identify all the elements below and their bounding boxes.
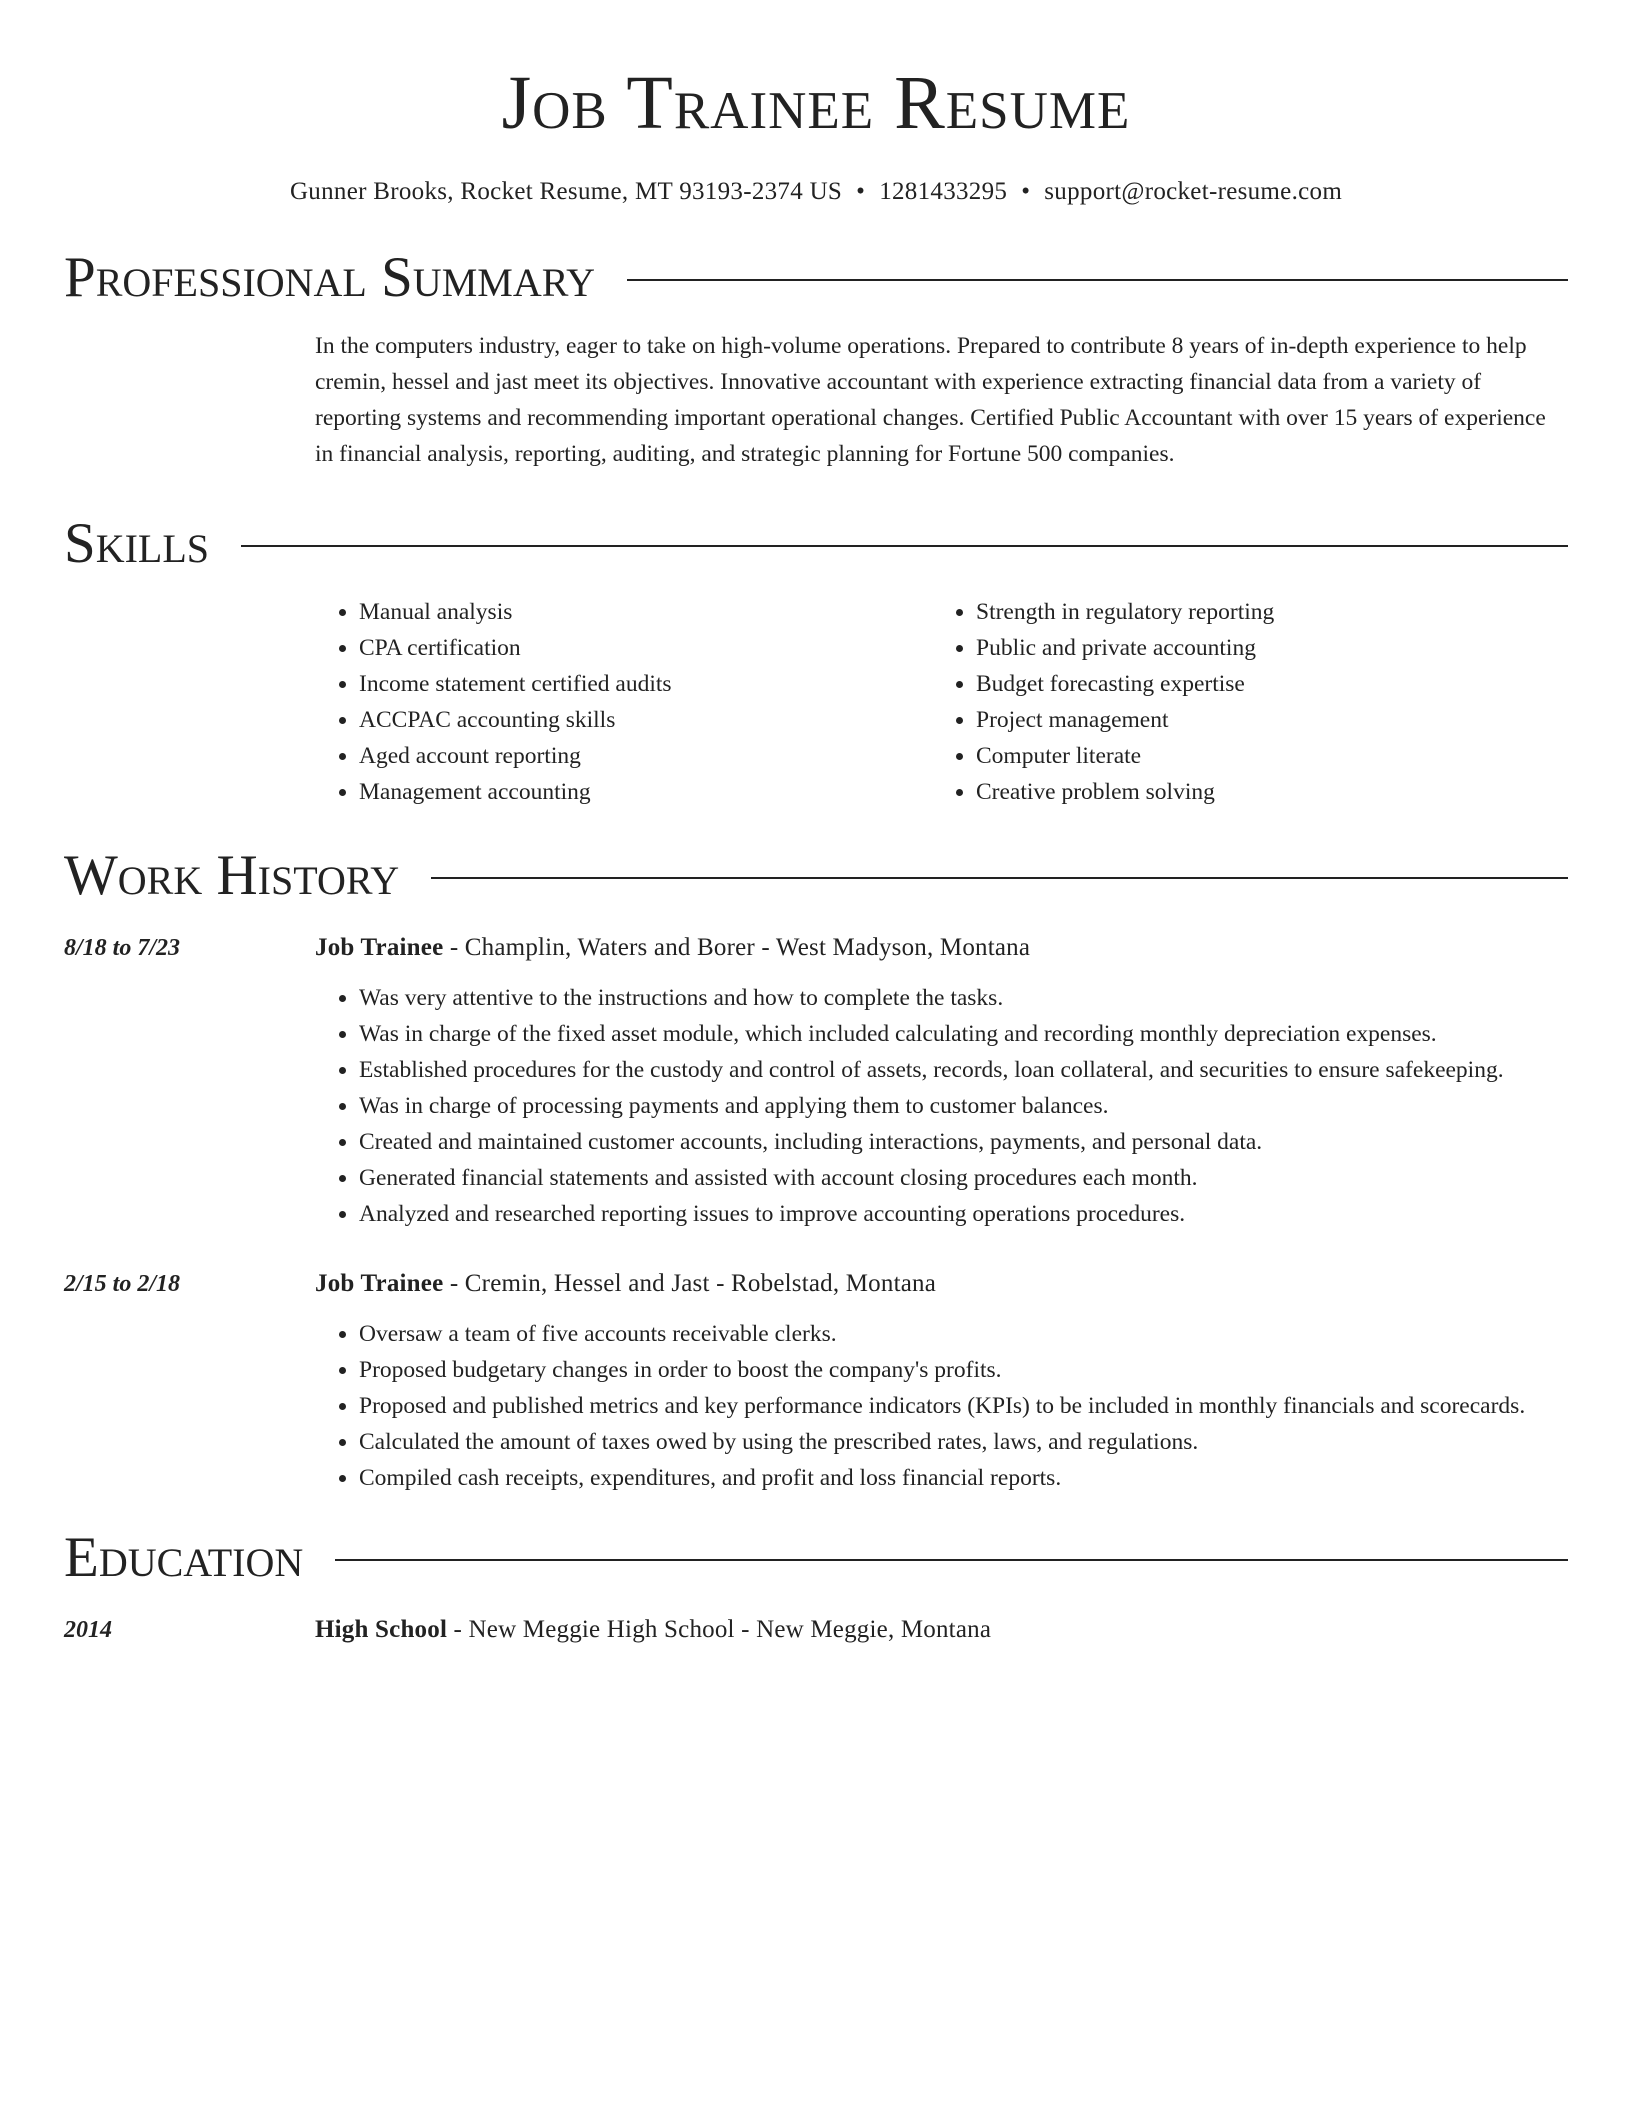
job-heading xyxy=(315,1266,1568,1302)
summary-section-header xyxy=(64,246,1568,310)
job-content xyxy=(315,930,1568,1232)
skill-item: • Public and private accounting xyxy=(976,630,1549,666)
job-bullet: • Proposed and published metrics and key performance indicators (KPIs) to be included in monthly financials and scorecards. xyxy=(359,1388,1568,1424)
skill-item: • Creative problem solving xyxy=(976,774,1549,810)
education-degree: High School xyxy=(315,1616,448,1643)
job-bullet: • Calculated the amount of taxes owed by using the prescribed rates, laws, and regulations. xyxy=(359,1424,1568,1460)
job-bullet: • Was in charge of processing payments and applying them to customer balances. xyxy=(359,1088,1568,1124)
job-bullet: • Was in charge of the fixed asset module, which included calculating and recording monthly depreciation expenses. xyxy=(359,1016,1568,1052)
summary-heading: Professional Summary xyxy=(64,246,596,309)
job-details: - Champlin, Waters and Borer - West Madyson, Montana xyxy=(443,934,1031,961)
skill-item: • ACCPAC accounting skills xyxy=(359,702,932,738)
skill-item: • Manual analysis xyxy=(359,594,932,630)
contact-address: Gunner Brooks, Rocket Resume, MT 93193-2374 US xyxy=(289,178,843,205)
education-year: 2014 xyxy=(64,1617,112,1643)
job-entry xyxy=(64,1266,1568,1496)
contact-line xyxy=(64,178,1568,206)
job-bullet: • Analyzed and researched reporting issues to improve accounting operations procedures. xyxy=(359,1196,1568,1232)
contact-email: support@rocket-resume.com xyxy=(1044,178,1343,205)
skills-column-right xyxy=(932,594,1549,810)
skill-item: • Budget forecasting expertise xyxy=(976,666,1549,702)
skill-item: • Aged account reporting xyxy=(359,738,932,774)
resume-title: Job Trainee Resume xyxy=(501,61,1131,145)
skill-item: • Management accounting xyxy=(359,774,932,810)
job-bullet: • Generated financial statements and assisted with account closing procedures each month. xyxy=(359,1160,1568,1196)
job-content xyxy=(315,1266,1568,1496)
section-divider xyxy=(335,1559,1568,1561)
contact-separator: • xyxy=(1021,178,1031,205)
job-dates: 2/15 to 2/18 xyxy=(64,1271,181,1297)
job-entry xyxy=(64,930,1568,1232)
job-bullet: • Established procedures for the custody and control of assets, records, loan collateral, and securities to ensure safekeeping. xyxy=(359,1052,1568,1088)
job-title: Job Trainee xyxy=(315,1270,444,1297)
skills-heading: Skills xyxy=(64,512,210,575)
education-heading: Education xyxy=(64,1526,304,1589)
job-bullet: • Compiled cash receipts, expenditures, and profit and loss financial reports. xyxy=(359,1460,1568,1496)
skills-section-header xyxy=(64,512,1568,576)
skill-item: • CPA certification xyxy=(359,630,932,666)
job-dates: 8/18 to 7/23 xyxy=(64,935,181,961)
section-divider xyxy=(431,877,1568,879)
education-entry xyxy=(64,1612,1568,1648)
contact-separator: • xyxy=(856,178,866,205)
job-bullet: • Oversaw a team of five accounts receivable clerks. xyxy=(359,1316,1568,1352)
education-details: - New Meggie High School - New Meggie, Montana xyxy=(447,1616,992,1643)
skill-item: • Strength in regulatory reporting xyxy=(976,594,1549,630)
job-bullets xyxy=(315,980,1568,1232)
job-details: - Cremin, Hessel and Jast - Robelstad, Montana xyxy=(443,1270,937,1297)
skills-list xyxy=(315,594,1568,810)
job-bullet: • Proposed budgetary changes in order to boost the company's profits. xyxy=(359,1352,1568,1388)
job-title: Job Trainee xyxy=(315,934,444,961)
education-heading-line xyxy=(315,1612,1568,1648)
job-bullet: • Was very attentive to the instructions and how to complete the tasks. xyxy=(359,980,1568,1016)
section-divider xyxy=(241,545,1568,547)
summary-text: In the computers industry, eager to take on high-volume operations. Prepared to contribute 8 years of in-depth experience to help cremin, hessel and jast meet its objectives. Innovative accountant with experience extracting financial data from a variety of reporting systems and recommending important operational changes. Certified Public Accountant with over 15 years of experience in financial analysis, reporting, auditing, and strategic planning for Fortune 500 companies. xyxy=(315,333,1546,467)
education-content xyxy=(315,1612,1568,1648)
work-heading: Work History xyxy=(64,844,400,907)
job-heading xyxy=(315,930,1568,966)
job-bullets xyxy=(315,1316,1568,1496)
contact-phone: 1281433295 xyxy=(879,178,1008,205)
skill-item: • Project management xyxy=(976,702,1549,738)
skill-item: • Computer literate xyxy=(976,738,1549,774)
education-section-header xyxy=(64,1526,1568,1590)
skills-column-left xyxy=(315,594,932,810)
section-divider xyxy=(627,279,1568,281)
job-bullet: • Created and maintained customer accounts, including interactions, payments, and personal data. xyxy=(359,1124,1568,1160)
skill-item: • Income statement certified audits xyxy=(359,666,932,702)
work-section-header xyxy=(64,844,1568,908)
